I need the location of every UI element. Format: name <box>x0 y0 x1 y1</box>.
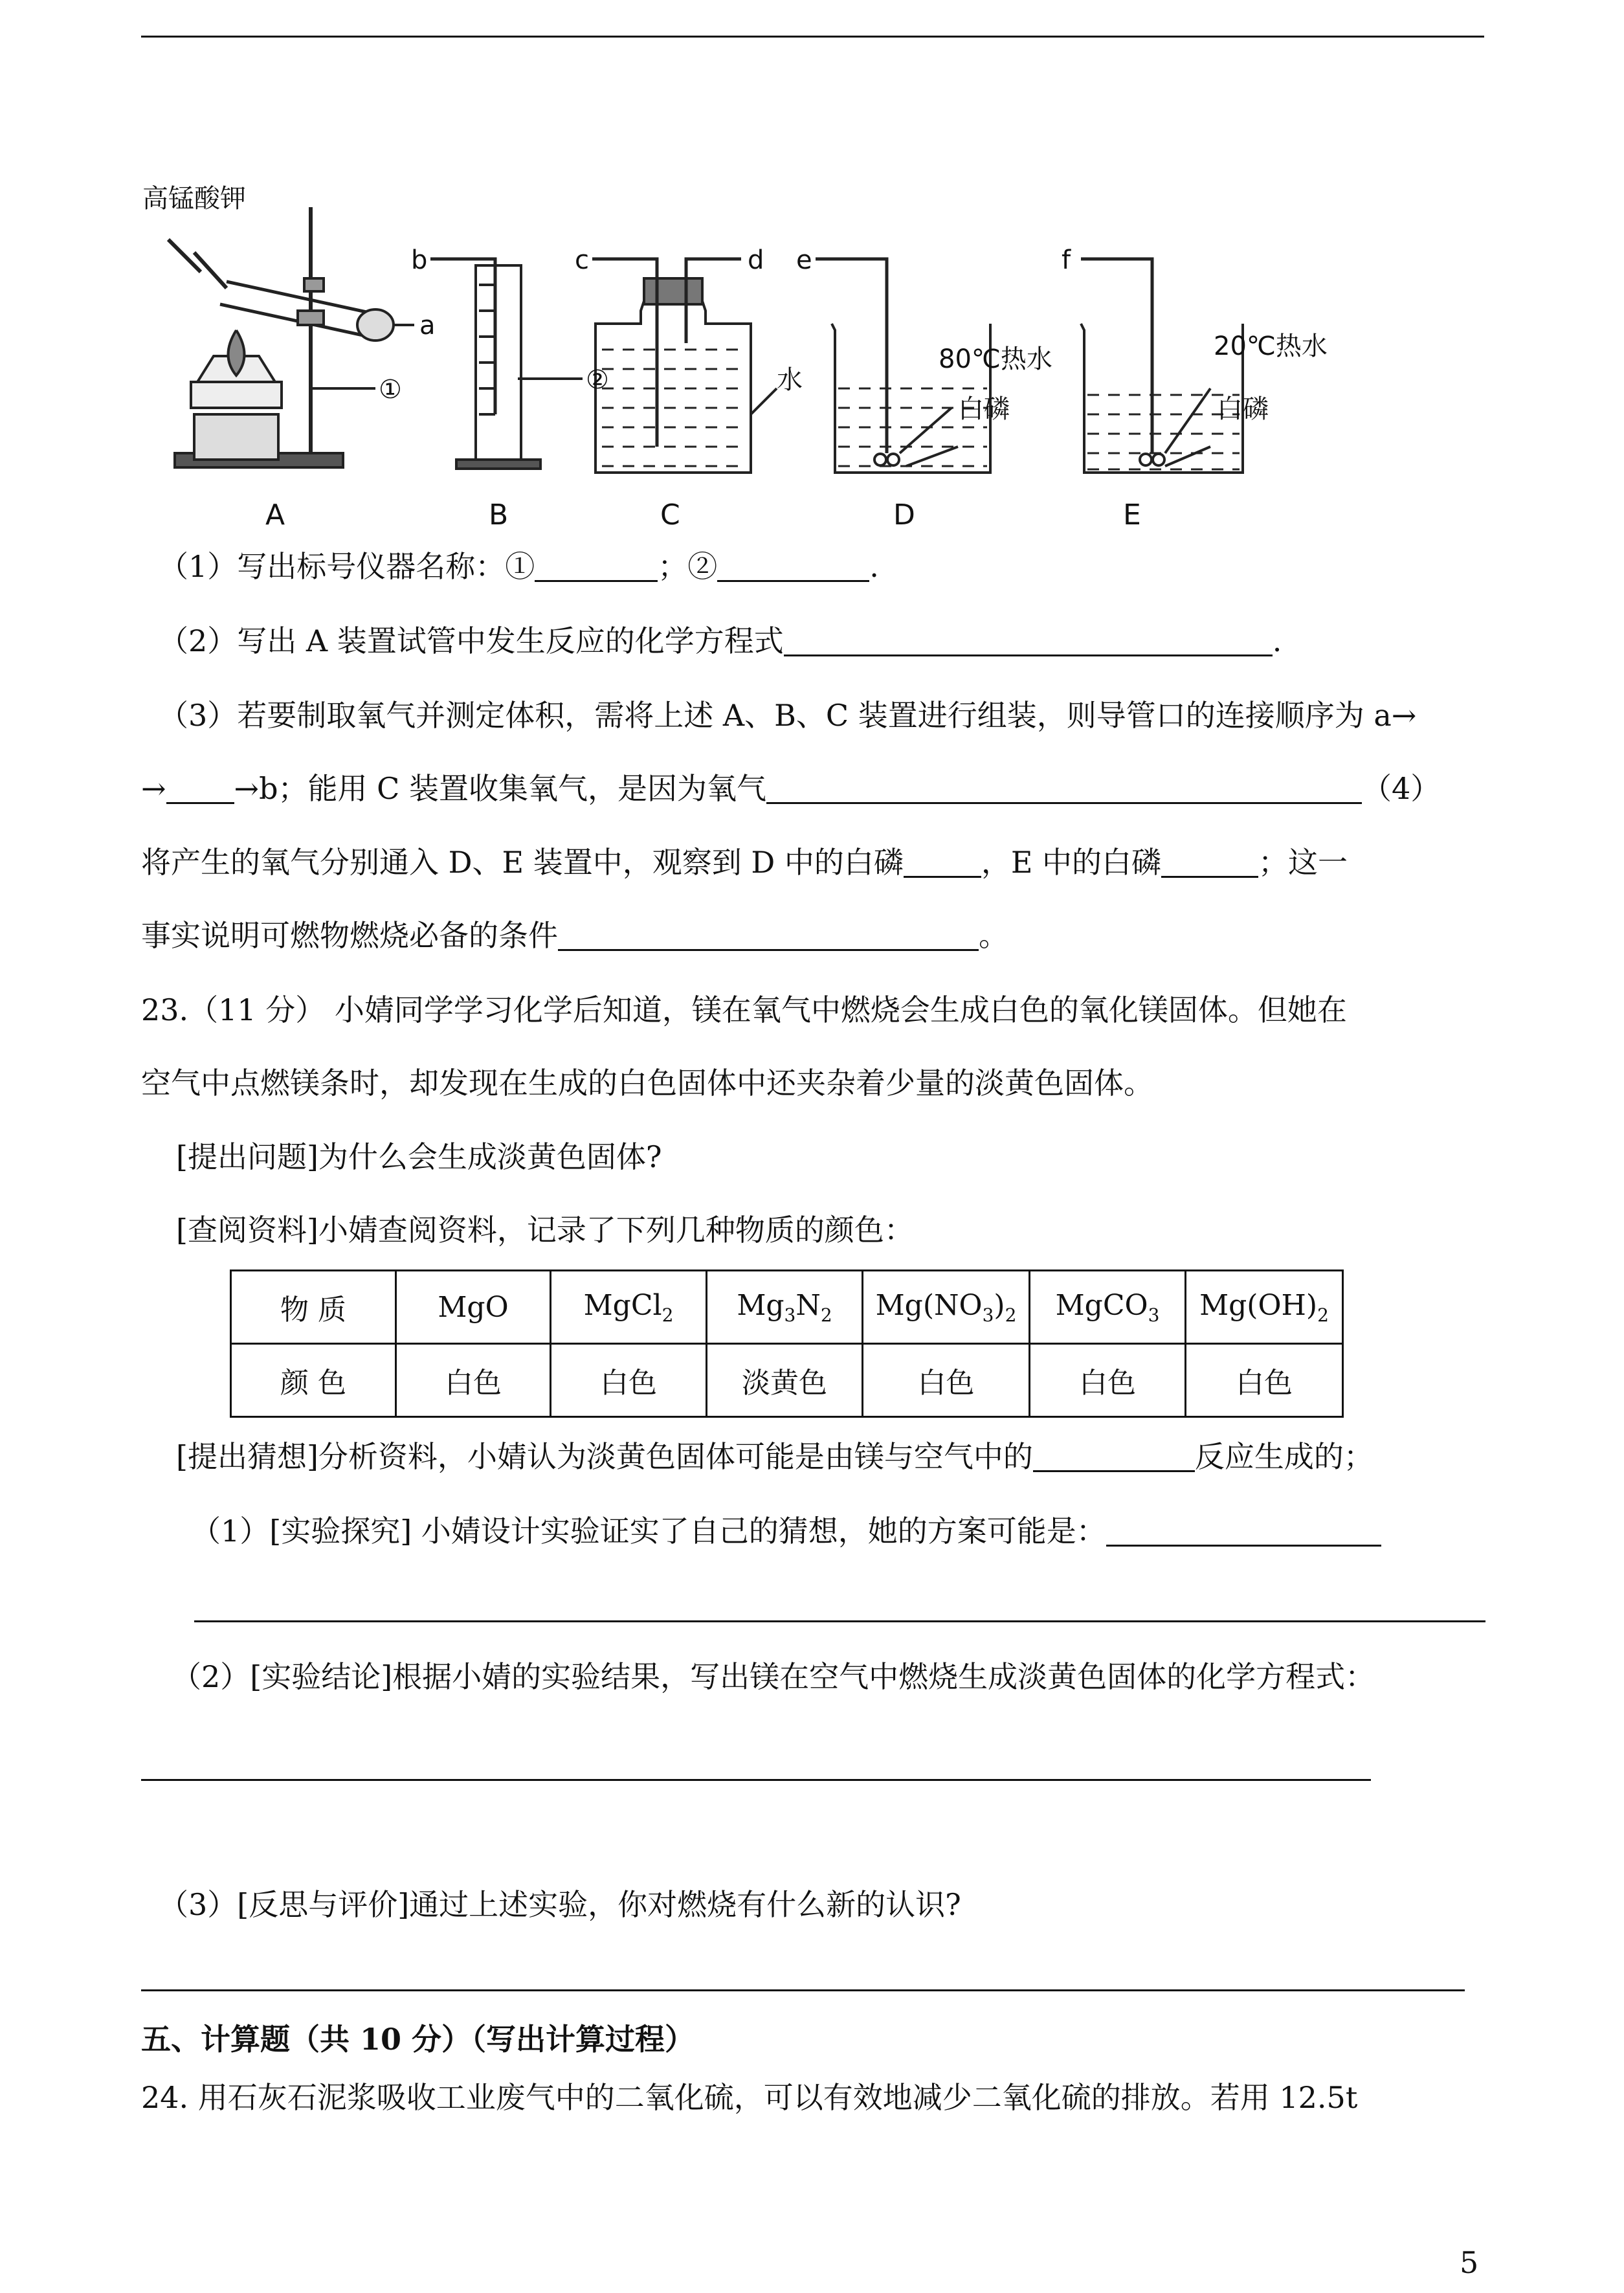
q23-guess-end: 反应生成的； <box>1194 1439 1374 1474</box>
cell-mgco3: MgCO$_3$ <box>1030 1271 1186 1344</box>
answer-blank-2[interactable] <box>717 552 869 582</box>
letter-d: d <box>748 245 764 275</box>
letter-a: a <box>419 311 436 341</box>
q23-lookup: [查阅资料]小婧查阅资料，记录了下列几种物质的颜色： <box>176 1213 914 1247</box>
cell-mgo: MgO <box>396 1271 551 1344</box>
q22-part4-line1 <box>141 843 1348 882</box>
q22-part4-number: （4） <box>1361 771 1441 806</box>
condition-blank[interactable] <box>558 921 979 951</box>
table-row-label: 颜 色 <box>231 1344 396 1417</box>
plan-blank[interactable] <box>1106 1516 1381 1547</box>
kmno4-label: 高锰酸钾 <box>142 184 246 214</box>
letter-f: f <box>1062 245 1071 275</box>
water-label: 水 <box>777 365 803 395</box>
label-circled-2: ② <box>586 365 609 395</box>
q22-part1 <box>159 547 879 586</box>
cell-mgno32: $Mg(NO_3)_2$ <box>863 1271 1030 1344</box>
q22-part4-line2 <box>141 916 1008 955</box>
reflection-answer-line[interactable] <box>141 1989 1465 1991</box>
d-observation-blank[interactable] <box>904 847 981 878</box>
answer-blank-1[interactable] <box>535 552 658 582</box>
q23-sub1 <box>191 1512 1381 1550</box>
q22-part1-end: . <box>869 549 879 584</box>
e-water-label: 20℃热水 <box>1214 331 1328 361</box>
q22-part2-end: . <box>1272 623 1282 658</box>
connection-blank[interactable] <box>166 774 234 804</box>
e-phosphorus-label: 白磷 <box>1217 394 1269 424</box>
arrow: → <box>141 771 166 806</box>
e-observation-blank[interactable] <box>1161 847 1258 878</box>
caption-b: B <box>489 498 509 531</box>
q23-guess <box>176 1437 1374 1476</box>
q23-intro-line2: 空气中点燃镁条时，却发现在生成的白色固体中还夹杂着少量的淡黄色固体。 <box>141 1066 1153 1101</box>
caption-a: A <box>265 498 285 531</box>
q22-part1-prompt: （1）写出标号仪器名称：① <box>159 549 535 584</box>
table-header-cell: 物 质 <box>231 1271 396 1344</box>
table-row <box>231 1271 1343 1344</box>
letter-b: b <box>411 245 428 275</box>
q22-part3-line2 <box>141 769 1440 808</box>
q22-part1-sep: ；② <box>658 549 718 584</box>
oxygen-property-blank[interactable] <box>766 774 1362 804</box>
q23-question: [提出问题]为什么会生成淡黄色固体? <box>176 1139 662 1174</box>
cell-mgcl2: MgCl$_2$ <box>551 1271 707 1344</box>
header-rule <box>141 36 1484 38</box>
cell-mgoh2: $Mg(OH)_2$ <box>1186 1271 1343 1344</box>
table-cell: 白色 <box>1186 1344 1343 1417</box>
d-water-label: 80℃热水 <box>939 344 1052 374</box>
table-cell: 白色 <box>551 1344 707 1417</box>
d-phosphorus-label: 白磷 <box>958 394 1010 424</box>
q22-part3-prompt: →b；能用 C 装置收集氧气，是因为氧气 <box>234 771 766 806</box>
q23-sub1-prompt: （1）[实验探究] 小婧设计实验证实了自己的猜想，她的方案可能是： <box>191 1514 1106 1549</box>
caption-d: D <box>893 498 915 531</box>
q22-part2-prompt: （2）写出 A 装置试管中发生反应的化学方程式 <box>159 623 784 658</box>
table-cell: 淡黄色 <box>707 1344 863 1417</box>
q24-text: 24. 用石灰石泥浆吸收工业废气中的二氧化硫，可以有效地减少二氧化硫的排放。若用 12.5t <box>141 2080 1358 2115</box>
caption-e: E <box>1123 498 1141 531</box>
caption-c: C <box>660 498 680 531</box>
section5-title: 五、计算题（共 10 分）（写出计算过程） <box>141 2022 695 2057</box>
table-cell: 白色 <box>863 1344 1030 1417</box>
q22-part4-prompt: 将产生的氧气分别通入 D、E 装置中，观察到 D 中的白磷 <box>141 845 904 880</box>
q22-part2 <box>159 621 1282 660</box>
q22-part4-tail: ；这一 <box>1258 845 1348 880</box>
q22-part4-period: 。 <box>979 918 1008 953</box>
q23-sub2: （2）[实验结论]根据小婧的实验结果，写出镁在空气中燃烧生成淡黄色固体的化学方程式： <box>172 1659 1375 1694</box>
guess-blank[interactable] <box>1033 1442 1195 1472</box>
q22-part4-condition-prompt: 事实说明可燃物燃烧必备的条件 <box>141 918 558 953</box>
letter-e: e <box>796 245 812 275</box>
cell-mg3n2: $Mg_3N_2$ <box>707 1271 863 1344</box>
q23-sub3: （3）[反思与评价]通过上述实验，你对燃烧有什么新的认识? <box>159 1887 961 1922</box>
q22-part3-line1: （3）若要制取氧气并测定体积，需将上述 A、B、C 装置进行组装，则导管口的连接顺序为 a→ <box>159 698 1417 733</box>
table-cell: 白色 <box>396 1344 551 1417</box>
page-number: 5 <box>1460 2245 1479 2280</box>
plan-answer-line[interactable] <box>194 1620 1485 1622</box>
equation-blank[interactable] <box>784 626 1273 656</box>
color-table <box>230 1270 1344 1418</box>
apparatus-figure <box>129 175 1521 537</box>
q23-guess-prompt: [提出猜想]分析资料，小婧认为淡黄色固体可能是由镁与空气中的 <box>176 1439 1033 1474</box>
table-row <box>231 1344 1343 1417</box>
q22-part4-mid: ，E 中的白磷 <box>981 845 1162 880</box>
label-circled-1: ① <box>379 375 402 405</box>
letter-c: c <box>575 245 589 275</box>
q23-intro-line1: 23.（11 分） 小婧同学学习化学后知道，镁在氧气中燃烧会生成白色的氧化镁固体。但她在 <box>141 992 1347 1027</box>
equation-answer-line[interactable] <box>141 1779 1371 1781</box>
table-cell: 白色 <box>1030 1344 1186 1417</box>
